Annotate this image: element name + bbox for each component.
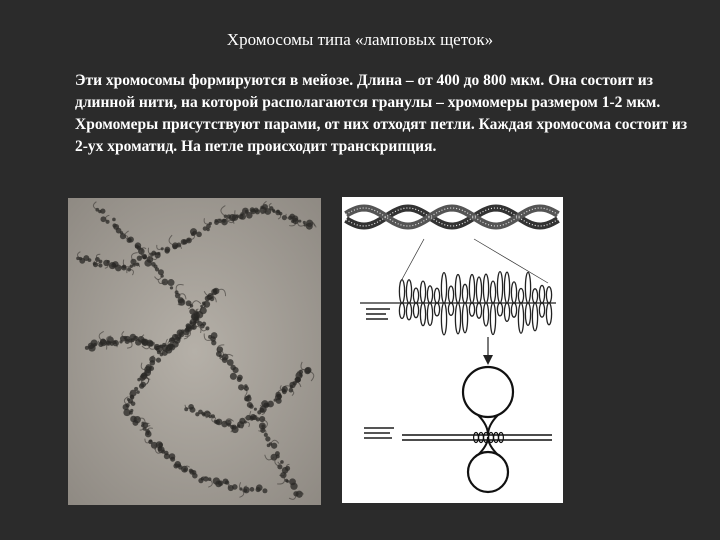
slide-body-text: Эти хромосомы формируются в мейозе. Длина – от 400 до 800 мкм. Она состоит из длинной нити, на которой располагаются гранулы – хромомеры размером 1-2 мкм. Хромомеры присутствуют парами, от них отходят петли. Каждая хромосома состоит из 2-ух хроматид. На петле происходит транскрипция.	[75, 72, 688, 155]
detail-annotation	[364, 427, 394, 439]
schematic-svg	[342, 197, 563, 503]
slide-title: Хромосомы типа «ламповых щеток»	[226, 30, 494, 49]
schematic-background	[342, 197, 563, 503]
micrograph-svg	[68, 198, 321, 505]
micrograph-background	[68, 198, 321, 505]
schematic-diagram	[342, 197, 563, 503]
micrograph-image	[68, 198, 321, 505]
